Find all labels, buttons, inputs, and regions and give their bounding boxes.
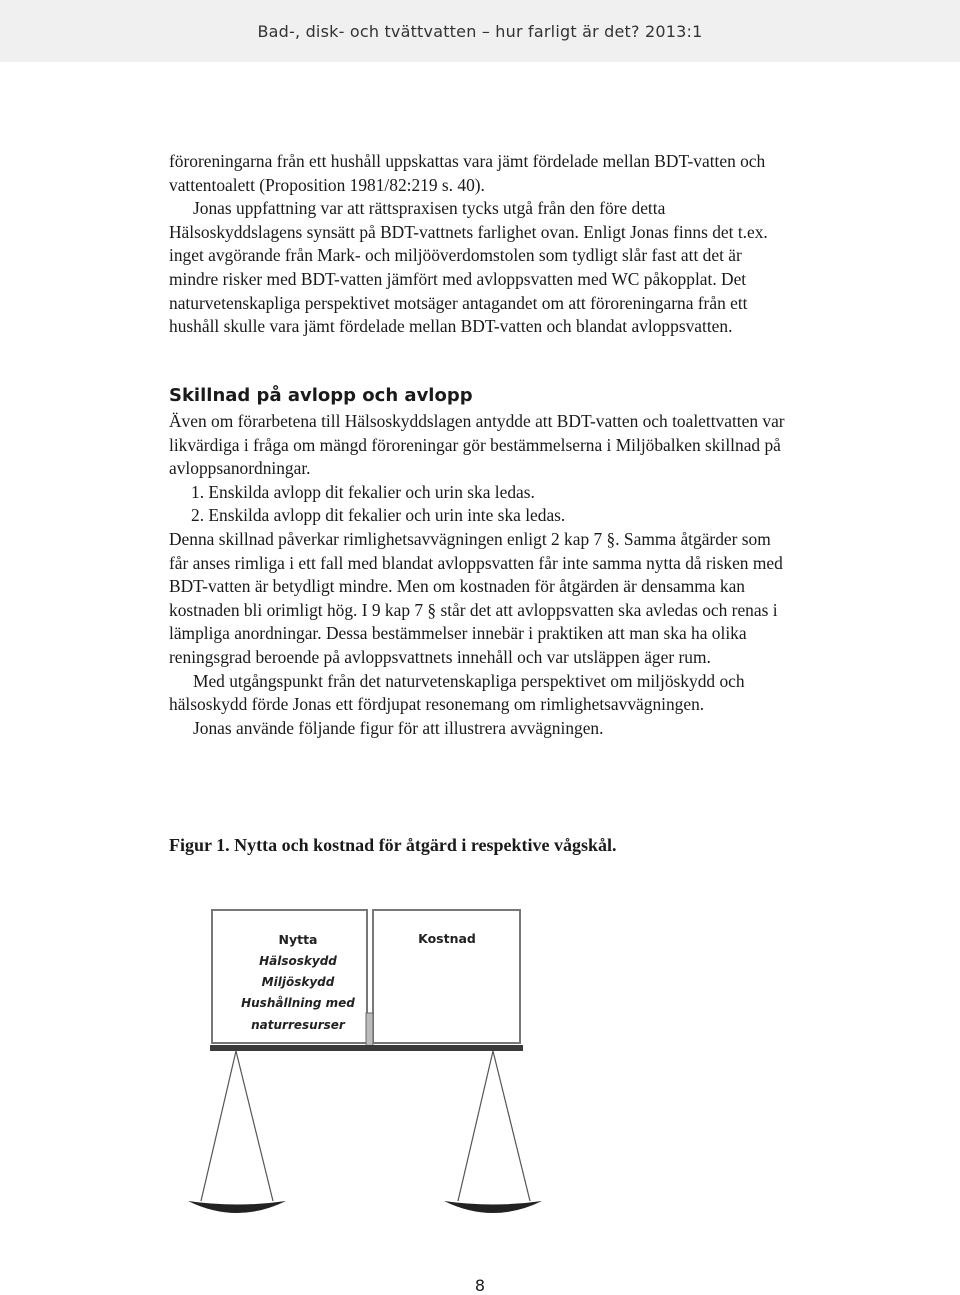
list-item: 1. Enskilda avlopp dit fekalier och urin ska ledas.	[191, 481, 535, 502]
header-title: Bad-, disk- och tvättvatten – hur farligt är det? 2013:1	[257, 22, 703, 41]
section-body	[169, 410, 789, 740]
paragraph: föroreningarna från ett hushåll uppskattas vara jämt fördelade mellan BDT-vatten och vattentoalett (Proposition 1981/82:219 s. 40).	[169, 151, 766, 195]
benefit-box-title: Nytta	[278, 932, 318, 947]
right-scale-pan	[444, 1201, 542, 1213]
paragraph: Jonas använde följande figur för att illustrera avvägningen.	[193, 717, 604, 738]
benefit-box-line: Hushållning med	[241, 996, 355, 1010]
benefit-box-line: Miljöskydd	[261, 975, 335, 989]
section-heading: Skillnad på avlopp och avlopp	[169, 385, 473, 406]
cost-box	[373, 910, 520, 1043]
page-number: 8	[474, 1276, 486, 1295]
scale-beam	[210, 1045, 523, 1051]
page-header	[0, 0, 960, 62]
paragraph: Även om förarbetena till Hälsoskyddslagen antydde att BDT-vatten och toalettvatten var likvärdiga i fråga om mängd föroreningar gör bestämmelserna i Miljöbalken skillnad på avloppsanordningar.	[169, 411, 785, 479]
cost-box-title: Kostnad	[418, 931, 476, 946]
balance-scale-figure	[150, 890, 600, 1250]
benefit-box-line: naturresurser	[251, 1018, 345, 1032]
balance-scale-illustration	[150, 890, 600, 1250]
paragraph: Jonas uppfattning var att rättspraxisen tycks utgå från den före detta Hälsoskyddslagens synsätt på BDT-vattnets farlighet ovan. Enligt Jonas finns det t.ex. inget avgörande från Mark- och miljööverdomstolen som tydligt slår fast att det är mindre risker med BDT-vatten jämfört med avloppsvatten med WC påkopplat. Det naturvetenskapliga perspektivet motsäger antagandet om att föroreningarna från ett hushåll skulle vara jämt fördelade mellan BDT-vatten och blandat avloppsvatten.	[169, 198, 768, 337]
list-item: 2. Enskilda avlopp dit fekalier och urin inte ska ledas.	[191, 505, 566, 526]
section-intro	[169, 150, 789, 339]
figure-caption: Figur 1. Nytta och kostnad för åtgärd i respektive vågskål.	[169, 835, 617, 855]
paragraph: Med utgångspunkt från det naturvetenskapliga perspektivet om miljöskydd och hälsoskydd förde Jonas ett fördjupat resonemang om rimlighetsavvägningen.	[169, 670, 745, 715]
benefit-box-line: Hälsoskydd	[259, 954, 337, 968]
right-pan-strings	[458, 1051, 530, 1201]
left-pan-strings	[201, 1051, 273, 1201]
paragraph: Denna skillnad påverkar rimlighetsavvägningen enligt 2 kap 7 §. Samma åtgärder som får anses rimliga i ett fall med blandat avloppsvatten får inte samma nytta då risken med BDT-vatten är betydligt mindre. Men om kostnaden för åtgärden är densamma kan kostnaden bli orimligt hög. I 9 kap 7 § står det att avloppsvatten ska avledas och renas i lämpliga anordningar. Dessa bestämmelser innebär i praktiken att man ska ha olika reningsgrad beroende på avloppsvattnets innehåll och var utsläppen äger rum.	[169, 528, 783, 667]
scale-pivot-post	[366, 1013, 373, 1048]
left-scale-pan	[188, 1201, 286, 1213]
